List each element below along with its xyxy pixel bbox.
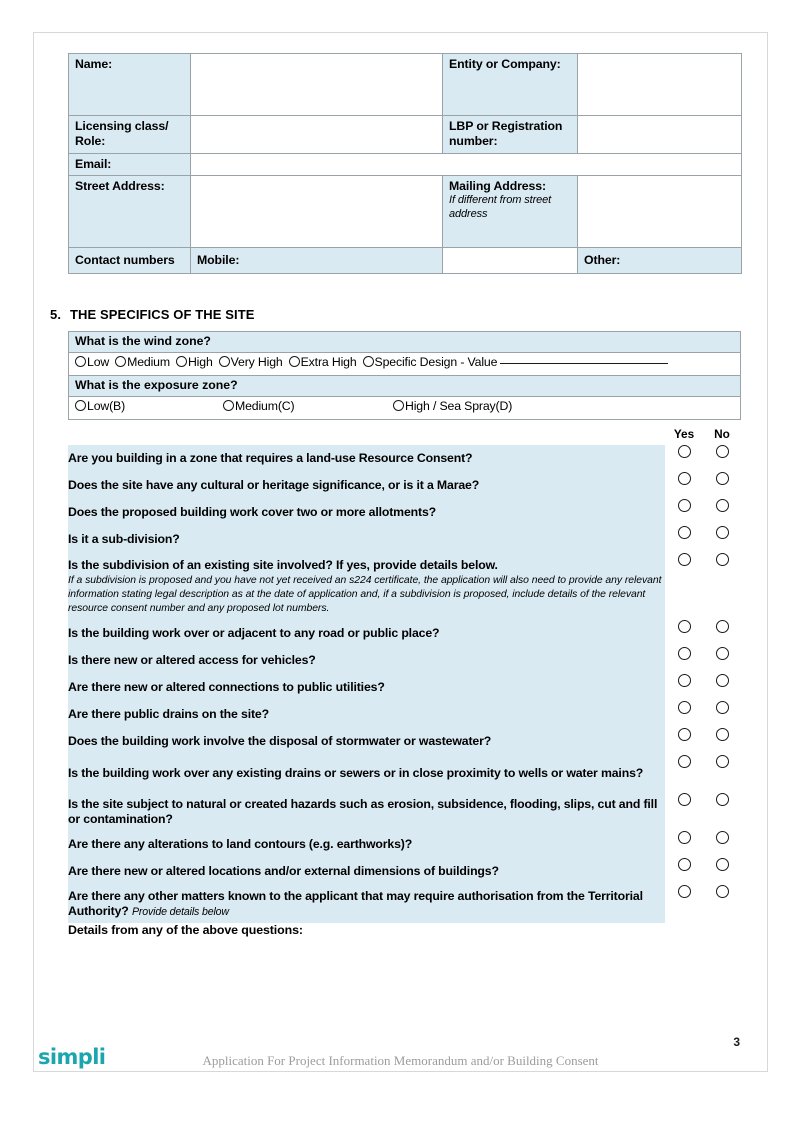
radio-icon[interactable] xyxy=(678,793,691,806)
section-heading xyxy=(50,307,255,322)
question-text: Does the proposed building work cover two or more allotments? xyxy=(68,499,665,526)
answer-no[interactable] xyxy=(703,445,741,472)
answer-yes[interactable] xyxy=(665,831,703,858)
field-label-street-address: Street Address: xyxy=(69,176,191,248)
section-number: 5. xyxy=(50,307,62,322)
field-label-licensing-class: Licensing class/ Role: xyxy=(69,116,191,154)
table-row xyxy=(68,472,741,499)
radio-icon[interactable] xyxy=(716,728,729,741)
question-text: Is there new or altered access for vehicles? xyxy=(68,647,665,674)
question-text: Are you building in a zone that requires a land-use Resource Consent? xyxy=(68,445,665,472)
field-input-lbp-number[interactable] xyxy=(578,116,742,154)
answer-yes[interactable] xyxy=(665,647,703,674)
field-input-mobile[interactable] xyxy=(443,248,578,274)
answer-yes[interactable] xyxy=(665,553,703,620)
radio-icon[interactable] xyxy=(75,400,86,411)
radio-icon[interactable] xyxy=(115,356,126,367)
table-row xyxy=(68,553,741,620)
table-row xyxy=(68,885,741,923)
exposure-option-high-sea-spray[interactable]: High / Sea Spray(D) xyxy=(393,399,512,414)
field-label-email: Email: xyxy=(69,153,191,175)
radio-icon[interactable] xyxy=(223,400,234,411)
wind-option-low[interactable]: Low xyxy=(75,355,109,370)
table-row xyxy=(68,923,741,1021)
field-label-mobile: Mobile: xyxy=(191,248,443,274)
answer-yes[interactable] xyxy=(665,885,703,923)
answer-no[interactable] xyxy=(703,647,741,674)
answer-yes[interactable] xyxy=(665,620,703,647)
answer-yes[interactable] xyxy=(665,793,703,831)
radio-icon[interactable] xyxy=(176,356,187,367)
wind-option-high[interactable]: High xyxy=(176,355,213,370)
radio-icon[interactable] xyxy=(716,793,729,806)
answer-no[interactable] xyxy=(703,755,741,793)
radio-icon[interactable] xyxy=(75,356,86,367)
wind-option-medium[interactable]: Medium xyxy=(115,355,170,370)
question-text: Is the building work over or adjacent to any road or public place? xyxy=(68,620,665,647)
answer-yes[interactable] xyxy=(665,755,703,793)
table-header-row xyxy=(68,423,741,445)
page-number: 3 xyxy=(733,1035,740,1049)
column-header-yes: Yes xyxy=(673,426,695,441)
answer-no[interactable] xyxy=(703,674,741,701)
radio-icon[interactable] xyxy=(716,647,729,660)
question-text: Is the building work over any existing drains or sewers or in close proximity to wells or water mains? xyxy=(68,755,665,793)
radio-icon[interactable] xyxy=(678,472,691,485)
radio-icon[interactable] xyxy=(716,831,729,844)
table-row xyxy=(69,153,742,175)
exposure-option-low[interactable]: Low(B) xyxy=(75,399,125,414)
table-row xyxy=(68,445,741,472)
radio-icon[interactable] xyxy=(363,356,374,367)
answer-no[interactable] xyxy=(703,526,741,553)
page-footer xyxy=(34,1035,767,1072)
radio-icon[interactable] xyxy=(678,701,691,714)
table-row xyxy=(69,375,741,396)
radio-icon[interactable] xyxy=(716,620,729,633)
radio-icon[interactable] xyxy=(716,553,729,566)
answer-no[interactable] xyxy=(703,793,741,831)
field-label-lbp-number: LBP or Registration number: xyxy=(443,116,578,154)
table-row xyxy=(68,701,741,728)
table-row xyxy=(68,793,741,831)
mailing-address-title: Mailing Address: xyxy=(449,179,547,194)
radio-icon[interactable] xyxy=(716,755,729,768)
table-row xyxy=(68,728,741,755)
answer-yes[interactable] xyxy=(665,472,703,499)
section-title: THE SPECIFICS OF THE SITE xyxy=(70,307,255,322)
radio-icon[interactable] xyxy=(393,400,404,411)
question-text-with-note xyxy=(68,553,665,620)
question-text: Does the site have any cultural or heritage significance, or is it a Marae? xyxy=(68,472,665,499)
answer-no[interactable] xyxy=(703,728,741,755)
simpli-logo: simpli xyxy=(38,1045,106,1069)
answer-no[interactable] xyxy=(703,472,741,499)
mailing-address-note: If different from street address xyxy=(449,194,552,221)
radio-icon[interactable] xyxy=(678,831,691,844)
question-text: Is the site subject to natural or created hazards such as erosion, subsidence, flooding, slips, cut and fill or contamination? xyxy=(68,793,665,831)
radio-icon[interactable] xyxy=(289,356,300,367)
radio-icon[interactable] xyxy=(678,755,691,768)
table-row xyxy=(68,831,741,858)
radio-icon[interactable] xyxy=(716,445,729,458)
radio-icon[interactable] xyxy=(678,647,691,660)
table-row xyxy=(69,332,741,353)
details-textarea[interactable] xyxy=(68,923,741,1021)
field-label-contact-numbers: Contact numbers xyxy=(69,248,191,274)
table-row xyxy=(68,499,741,526)
radio-icon[interactable] xyxy=(716,526,729,539)
answer-yes[interactable] xyxy=(665,499,703,526)
table-row xyxy=(68,858,741,885)
answer-yes[interactable] xyxy=(665,674,703,701)
document-page xyxy=(33,32,768,1072)
answer-no[interactable] xyxy=(703,620,741,647)
field-input-street-address[interactable] xyxy=(191,176,443,248)
radio-icon[interactable] xyxy=(678,553,691,566)
radio-icon[interactable] xyxy=(678,885,691,898)
answer-no[interactable] xyxy=(703,858,741,885)
radio-icon[interactable] xyxy=(678,526,691,539)
table-row xyxy=(68,755,741,793)
answer-no[interactable] xyxy=(703,885,741,923)
question-text: Does the building work involve the disposal of stormwater or wastewater? xyxy=(68,728,665,755)
radio-icon[interactable] xyxy=(716,701,729,714)
contact-details-table xyxy=(68,53,742,274)
field-input-licensing-class[interactable] xyxy=(191,116,443,154)
site-zone-table xyxy=(68,331,741,420)
radio-icon[interactable] xyxy=(678,674,691,687)
question-note: If a subdivision is proposed and you have not yet received an s224 certificate, the application will also need to provide any relevant information stating legal description as at the date of application and, if a subdivision is proposed, include details of the relevant resource consent number and any proposed lot numbers. xyxy=(68,575,662,614)
radio-icon[interactable] xyxy=(716,858,729,871)
field-label-mailing-address xyxy=(443,176,578,248)
wind-option-very-high[interactable]: Very High xyxy=(219,355,283,370)
radio-icon[interactable] xyxy=(219,356,230,367)
question-text-with-inline-note xyxy=(68,885,665,923)
answer-yes[interactable] xyxy=(665,728,703,755)
field-input-entity[interactable] xyxy=(578,54,742,116)
wind-option-extra-high[interactable]: Extra High xyxy=(289,355,357,370)
wind-zone-options xyxy=(69,353,741,375)
question-text: Is the subdivision of an existing site involved? If yes, provide details below. xyxy=(68,557,498,572)
answer-yes[interactable] xyxy=(665,526,703,553)
answer-no[interactable] xyxy=(703,553,741,620)
radio-icon[interactable] xyxy=(716,885,729,898)
field-label-entity: Entity or Company: xyxy=(443,54,578,116)
table-row xyxy=(69,248,742,274)
table-row xyxy=(68,674,741,701)
table-row xyxy=(69,397,741,420)
answer-yes[interactable] xyxy=(665,701,703,728)
details-label: Details from any of the above questions: xyxy=(68,923,303,937)
column-header-no: No xyxy=(714,426,730,441)
table-row xyxy=(69,176,742,248)
question-text: Is it a sub-division? xyxy=(68,526,665,553)
table-row xyxy=(68,647,741,674)
footer-document-title: Application For Project Information Memorandum and/or Building Consent xyxy=(202,1053,599,1068)
answer-yes[interactable] xyxy=(665,858,703,885)
radio-icon[interactable] xyxy=(678,445,691,458)
question-inline-note: Provide details below xyxy=(131,906,229,918)
question-text: Are there new or altered locations and/or external dimensions of buildings? xyxy=(68,858,665,885)
answer-no[interactable] xyxy=(703,831,741,858)
exposure-zone-options xyxy=(69,397,741,420)
radio-icon[interactable] xyxy=(716,674,729,687)
question-text: Are there any other matters known to the applicant that may require authorisation from the Territorial Authority? xyxy=(68,888,643,918)
radio-icon[interactable] xyxy=(716,472,729,485)
field-label-other: Other: xyxy=(578,248,742,274)
question-text: Are there new or altered connections to public utilities? xyxy=(68,674,665,701)
answer-no[interactable] xyxy=(703,701,741,728)
field-label-name: Name: xyxy=(69,54,191,116)
specific-design-value-input[interactable] xyxy=(500,363,668,364)
radio-icon[interactable] xyxy=(678,620,691,633)
table-row xyxy=(69,116,742,154)
table-row xyxy=(69,54,742,116)
answer-no[interactable] xyxy=(703,499,741,526)
exposure-option-medium[interactable]: Medium(C) xyxy=(223,399,294,414)
radio-icon[interactable] xyxy=(678,499,691,512)
wind-zone-question: What is the wind zone? xyxy=(69,332,741,353)
question-text: Are there public drains on the site? xyxy=(68,701,665,728)
radio-icon[interactable] xyxy=(716,499,729,512)
exposure-zone-question: What is the exposure zone? xyxy=(69,375,741,396)
table-row xyxy=(69,353,741,375)
wind-option-specific-design[interactable]: Specific Design - Value xyxy=(363,355,669,370)
field-input-email[interactable] xyxy=(191,153,742,175)
radio-icon[interactable] xyxy=(678,858,691,871)
answer-yes[interactable] xyxy=(665,445,703,472)
field-input-name[interactable] xyxy=(191,54,443,116)
site-questions-table xyxy=(68,423,741,1021)
table-row xyxy=(68,620,741,647)
radio-icon[interactable] xyxy=(678,728,691,741)
field-input-mailing-address[interactable] xyxy=(578,176,742,248)
table-row xyxy=(68,526,741,553)
question-text: Are there any alterations to land contours (e.g. earthworks)? xyxy=(68,831,665,858)
